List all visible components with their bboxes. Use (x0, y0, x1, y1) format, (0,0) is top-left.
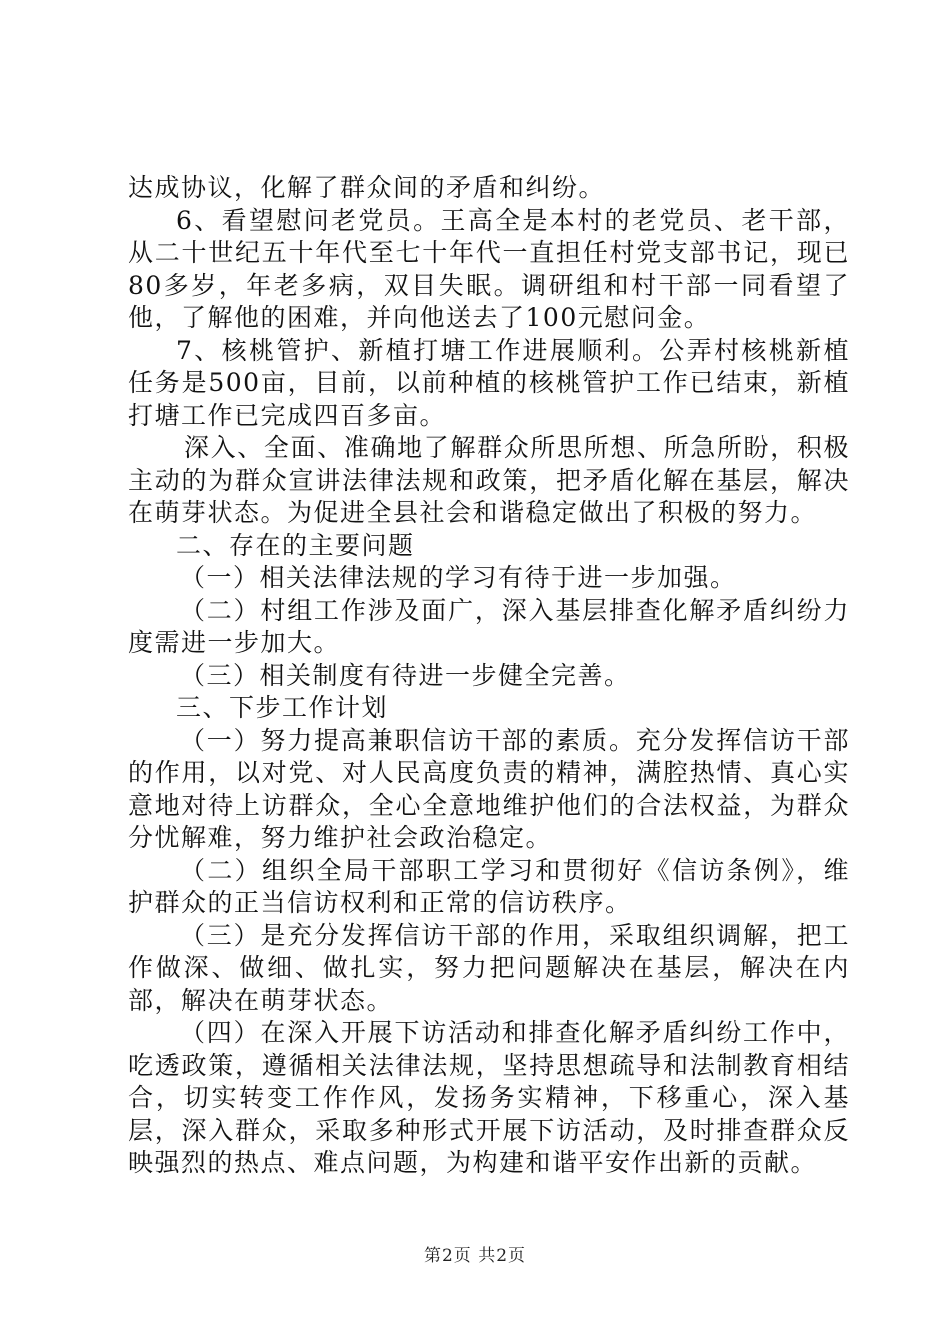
paragraph-continuation: 达成协议，化解了群众间的矛盾和纠纷。 (128, 173, 606, 202)
problem-item-2: （二）村组工作涉及面广，深入基层排查化解矛盾纠纷力度需进一步加大。 (128, 595, 850, 657)
section-heading-plan: 三、下步工作计划 (176, 693, 389, 722)
paragraph-summary: 深入、全面、准确地了解群众所思所想、所急所盼，积极主动的为群众宣讲法律法规和政策，把矛盾化解在基层，解决在萌芽状态。为促进全县社会和谐稳定做出了积极的努力。 (128, 433, 850, 527)
document-body (128, 172, 850, 1180)
plan-item-2: （二）组织全局干部职工学习和贯彻好《信访条例》，维护群众的正当信访权利和正常的信访秩序。 (128, 855, 850, 917)
problem-item-3: （三）相关制度有待进一步健全完善。 (180, 660, 631, 690)
plan-item-4: （四）在深入开展下访活动和排查化解矛盾纠纷工作中，吃透政策，遵循相关法律法规，坚持思想疏导和法制教育相结合，切实转变工作作风，发扬务实精神，下移重心，深入基层，深入群众，采取多种形式开展下访活动，及时排查群众反映强烈的热点、难点问题，为构建和谐平安作出新的贡献。 (128, 1018, 850, 1177)
plan-item-3: （三）是充分发挥信访干部的作用，采取组织调解，把工作做深、做细、做扎实，努力把问题解决在基层，解决在内部，解决在萌芽状态。 (128, 920, 850, 1015)
page-footer: 第2页 共2页 (423, 1246, 527, 1266)
paragraph-item-6: 6、看望慰问老党员。王高全是本村的老党员、老干部，从二十世纪五十年代至七十年代一直担任村党支部书记，现已80多岁，年老多病，双目失眠。调研组和村干部一同看望了他，了解他的困难，并向他送去了100元慰问金。 (128, 205, 850, 332)
paragraph-item-7: 7、核桃管护、新植打塘工作进展顺利。公弄村核桃新植任务是500亩，目前，以前种植的核桃管护工作已结束，新植打塘工作已完成四百多亩。 (128, 335, 850, 430)
problem-item-1: （一）相关法律法规的学习有待于进一步加强。 (180, 563, 737, 592)
plan-item-1: （一）努力提高兼职信访干部的素质。充分发挥信访干部的作用，以对党、对人民高度负责的精神，满腔热情、真心实意地对待上访群众，全心全意地维护他们的合法权益，为群众分忧解难，努力维护社会政治稳定。 (128, 725, 850, 852)
section-heading-problems: 二、存在的主要问题 (176, 530, 415, 560)
